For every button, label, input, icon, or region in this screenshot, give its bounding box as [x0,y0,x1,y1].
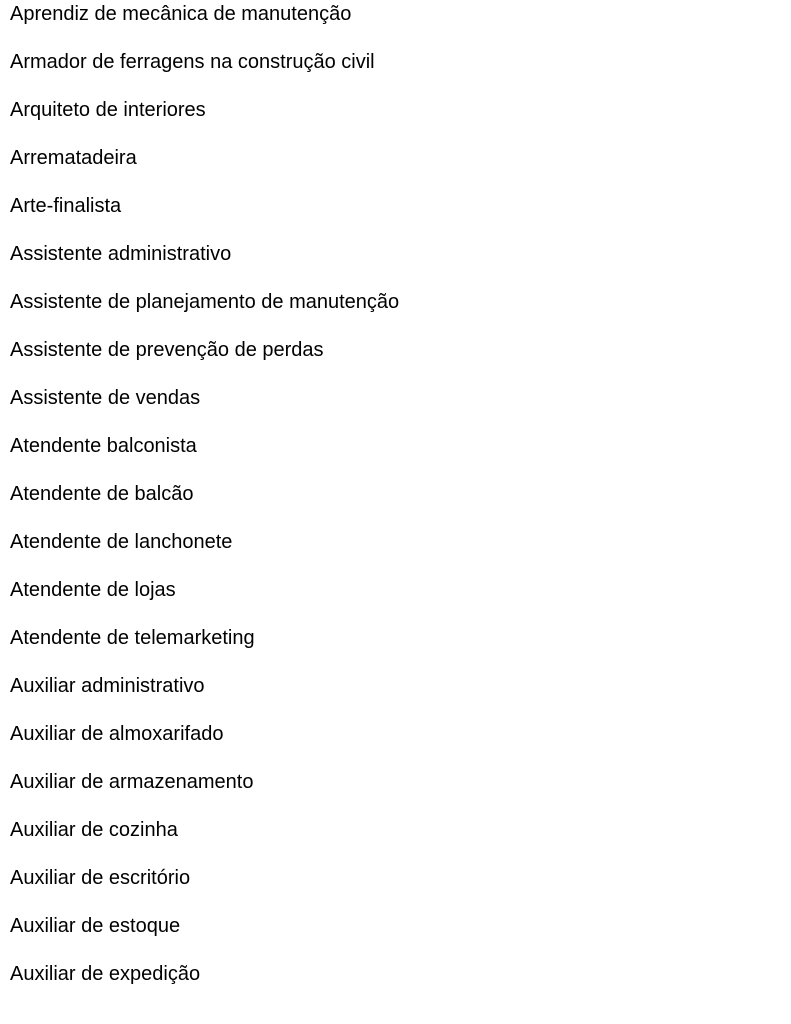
job-title-list [10,2,780,1010]
list-item: Atendente de balcão [10,483,194,505]
list-item: Assistente de prevenção de perdas [10,339,324,361]
list-item: Atendente de telemarketing [10,627,255,649]
list-item: Auxiliar de cozinha [10,819,178,841]
list-item: Auxiliar de armazenamento [10,771,254,793]
list-item: Arquiteto de interiores [10,99,206,121]
list-item: Assistente de planejamento de manutenção [10,291,400,313]
list-item: Auxiliar de almoxarifado [10,723,224,745]
list-item: Atendente de lojas [10,579,176,601]
list-item: Atendente de lanchonete [10,531,233,553]
list-item: Aprendiz de mecânica de manutenção [10,3,352,25]
list-item: Auxiliar administrativo [10,675,205,697]
list-item: Arrematadeira [10,147,137,169]
list-item: Armador de ferragens na construção civil [10,51,375,73]
list-item: Arte-finalista [10,195,122,217]
list-item: Assistente de vendas [10,387,201,409]
list-item: Auxiliar de escritório [10,867,191,889]
list-item: Assistente administrativo [10,243,232,265]
list-item: Auxiliar de estoque [10,915,181,937]
list-item: Auxiliar de expedição [10,963,201,985]
list-item: Atendente balconista [10,435,197,457]
